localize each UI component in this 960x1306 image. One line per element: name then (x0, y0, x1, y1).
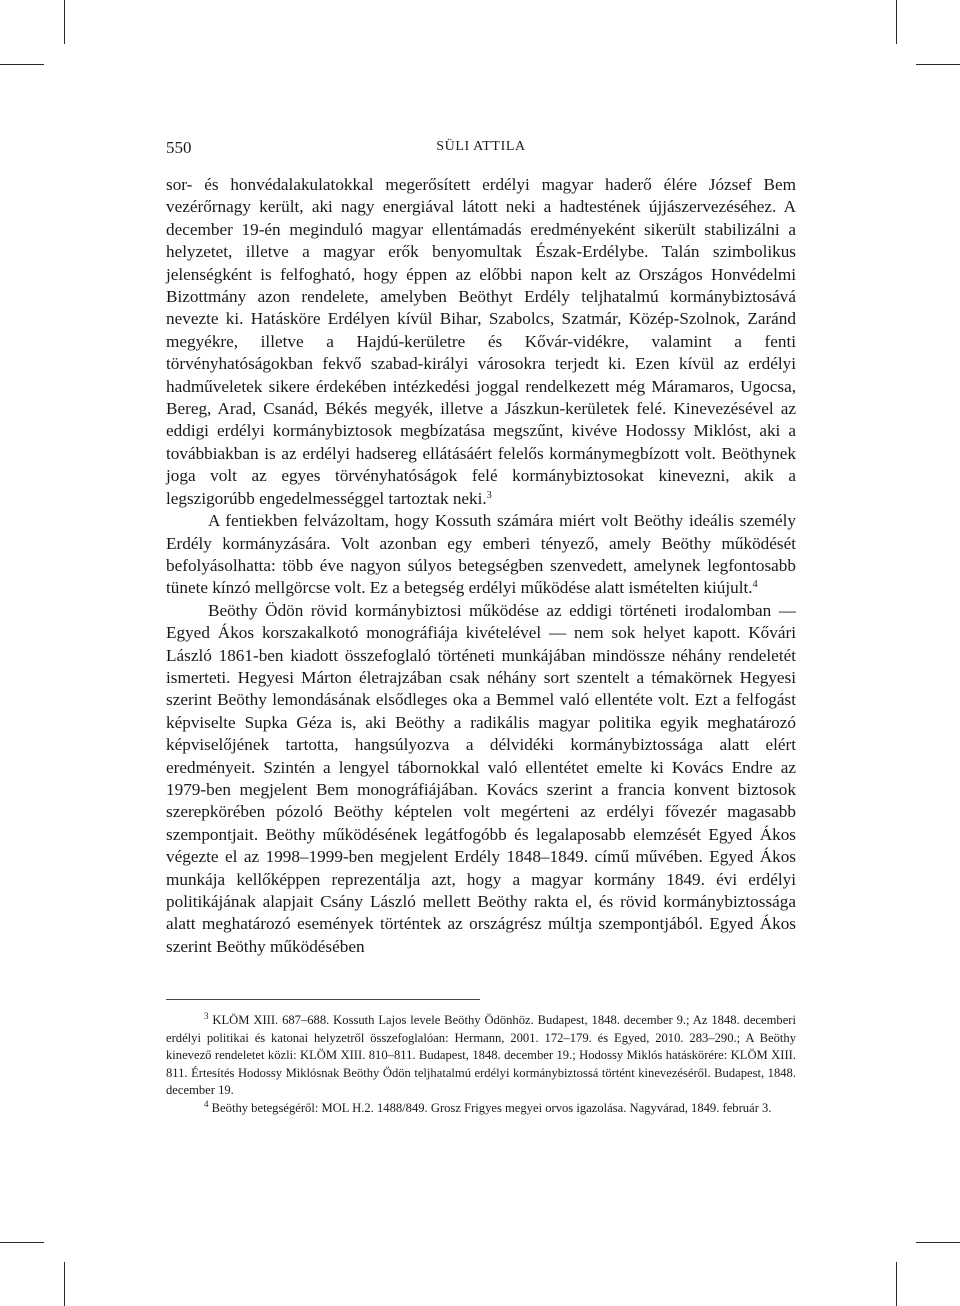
footnotes (166, 1012, 796, 1118)
footnote-ref: 3 (486, 489, 492, 501)
footnote-separator (166, 999, 480, 1000)
crop-mark-top-right-horizontal (916, 64, 960, 65)
crop-mark-top-left-horizontal (0, 64, 44, 65)
footnote-marker: 4 (204, 1098, 209, 1109)
running-head: SÜLI ATTILA (436, 139, 526, 154)
footnote (166, 1100, 796, 1118)
footnote (166, 1012, 796, 1100)
paragraph: A fentiekben felvázoltam, hogy Kossuth számára miért volt Beöthy ideális személy Erdély kormányzására. Volt azonban egy emberi tényező, amely Beöthy működését befolyásolhatta: több éve nagyon súlyos betegségben szenvedett, amelynek legfontosabb tünete kínzó mellgörcse volt. Ez a betegség erdélyi működése alatt ismételten kiújult.$^4$ (166, 511, 796, 598)
footnote-text: KLÖM XIII. 687–688. Kossuth Lajos levele Beöthy Ödönhöz. Budapest, 1848. december 9.; Az 1848. decemberi erdélyi politikai és katonai helyzetről összefoglalóan: Hermann, 2001. 172–179. és Egyed, 2010. 283–290.; A Beöthy kinevező rendeletet közli: KLÖM XIII. 810–811. Budapest, 1848. december 19.; Hodossy Miklós hatáskörére: KLÖM XIII. 811. Értesítés Hodossy Miklósnak Beöthy Ödön teljhatalmú erdélyi kormánybiztossá történt kinevezéséről. Budapest, 1848. december 19. (166, 1013, 796, 1098)
body-text (166, 174, 796, 958)
footnote-ref: 4 (752, 579, 758, 591)
footnote-marker: 3 (204, 1011, 209, 1021)
page-number: 550 (166, 138, 192, 157)
crop-mark-bottom-right-vertical (896, 1262, 897, 1306)
crop-mark-top-left-vertical (64, 0, 65, 44)
paragraph: sor- és honvédalakulatokkal megerősített erdélyi magyar haderő élére József Bem vezérőrnagy került, aki nagy energiával látott neki a hadtestének újjászervezéséhez. A december 19-én meginduló magyar ellentámadás eredményeként sikerült stabilizálni a helyzetet, illetve a magyar erők benyomultak Észak-Erdélybe. Talán szimbolikus jelenségként is felfogható, hogy éppen az előbbi napon kelt az Országos Honvédelmi Bizottmány azon rendelete, amelyben Beöthyt Erdély teljhatalmú kormánybiztosává nevezte ki. Hatásköre Erdélyen kívül Bihar, Szabolcs, Szatmár, Közép-Szolnok, Zaránd megyékre, illetve a Hajdú-kerületre és Kővár-vidékre, valamint a fenti törvényhatóságokban fekvő szabad-királyi városokra terjedt ki. Ezen kívül az erdélyi hadműveletek sikere érdekében intézkedési joggal rendelkezett még Máramaros, Ugocsa, Bereg, Arad, Csanád, Békés megyék, illetve a Jászkun-kerületek felé. Kinevezésével az eddigi erdélyi kormánybiztosok megbízatása megszűnt, kivéve Hodossy Miklóst, aki a továbbiakban is az erdélyi hadsereg ellátásáért felelős kormánymegbízott volt. Beöthynek joga volt az egyes törvényhatóságok felé kormánybiztosokat kinevezni, akik a legszigorúbb engedelmességgel tartoztak neki.$^3$ (166, 175, 796, 508)
paragraph: Beöthy Ödön rövid kormánybiztosi működése az eddigi történeti irodalomban — Egyed Ákos korszakalkotó monográfiája kivételével — nem sok helyet kapott. Kővári László 1861-ben kiadott összefoglaló történeti munkájában mindössze néhány rendeletét ismerteti. Hegyesi Márton életrajzában csak néhány sort szentelt a témakörnek Hegyesi szerint Beöthy lemondásának elsődleges oka a Bemmel való ellentéte volt. Ezt a felfogást képviselte Supka Géza is, aki Beöthy a radikális magyar politika egyik meghatározó képviselőjének tartotta, hangsúlyozva a délvidéki kormánybiztossága alatt elért eredményeit. Szintén a lengyel tábornokkal való ellentétet emelte ki Kovács Endre az 1979-ben megjelent Bem monográfiájában. Kovács szerint a francia konvent biztosok szerepkörében pózoló Beöthy képtelen volt megérteni az erdélyi fővezér magasabb szempontjait. Beöthy működésének legátfogóbb és legalaposabb elemzését Egyed Ákos végezte el az 1998–1999-ben megjelent Erdély 1848–1849. című művében. Egyed Ákos munkája kellőképpen reprezentálja azt, hogy a magyar kormány 1849. évi erdélyi politikájának alapjait Csány László mellett Beöthy rakta el, és rövid kormánybiztossága alatt meghatározó események történtek az országrész múltja szempontjából. Egyed Ákos szerint Beöthy működésében (166, 600, 796, 956)
footnote-text: Beöthy betegségéről: MOL H.2. 1488/849. Grosz Frigyes megyei orvos igazolása. Nagyvárad, 1849. február 3. (211, 1100, 772, 1115)
crop-mark-bottom-left-vertical (64, 1262, 65, 1306)
page-header (166, 138, 796, 162)
crop-mark-top-right-vertical (896, 0, 897, 44)
crop-mark-bottom-left-horizontal (0, 1242, 44, 1243)
crop-mark-bottom-right-horizontal (916, 1242, 960, 1243)
